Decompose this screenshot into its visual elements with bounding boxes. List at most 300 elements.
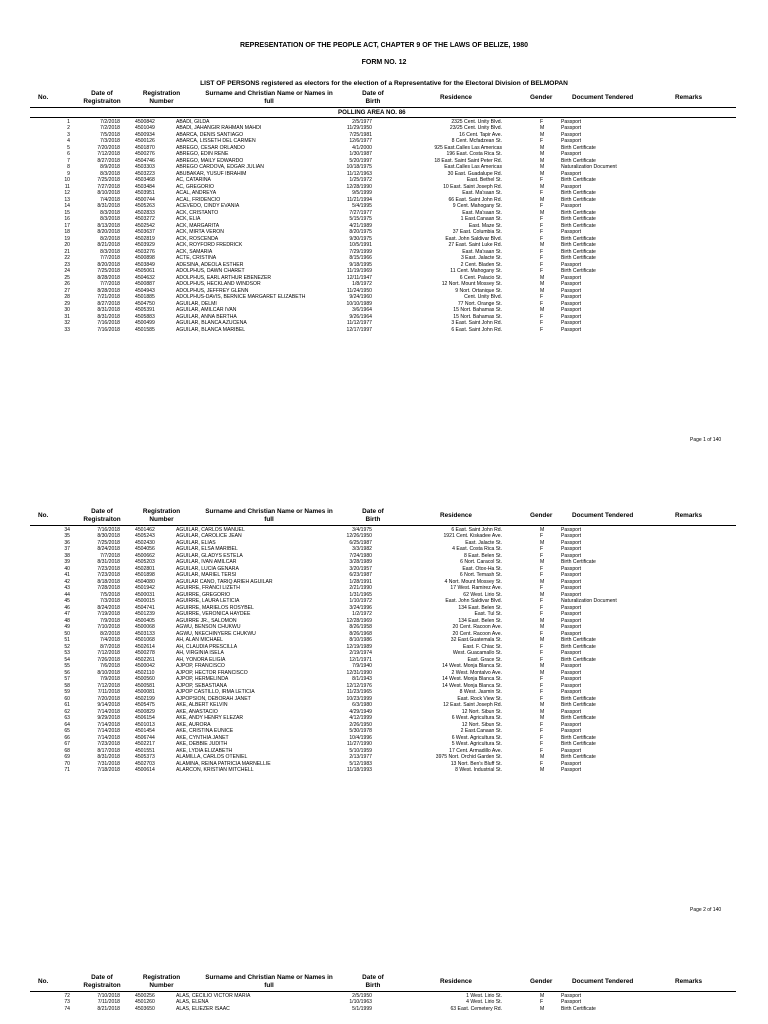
registration-number: 4502110: [135, 669, 155, 676]
residence: 23/25 Cent. Unity Blvd.: [449, 125, 502, 131]
row-number: 18: [64, 229, 70, 235]
registration-number: 4500031: [135, 591, 155, 598]
header-gender: Gender: [530, 978, 553, 985]
gender: M: [540, 274, 545, 281]
gender: F: [540, 760, 544, 767]
registration-number: 4504746: [135, 157, 155, 164]
document-tendered: Passport: [561, 326, 582, 333]
date-of-birth: 3/20/1957: [349, 565, 372, 572]
registration-number: 4500278: [135, 650, 155, 656]
registration-date: 8/31/2018: [97, 754, 120, 760]
registration-number: 4505263: [135, 203, 155, 209]
row-number: 3: [67, 131, 70, 138]
registration-date: 9/29/2018: [97, 715, 120, 721]
registration-date: 7/7/2018: [100, 281, 120, 287]
row-number: 54: [64, 656, 70, 663]
date-of-birth: 12/28/1969: [346, 617, 372, 624]
elector-name: ABADI, GILDA: [176, 118, 210, 125]
elector-name: AGUILAR, MARIEL TERSI: [176, 572, 237, 578]
date-of-birth: 11/29/1950: [346, 125, 372, 131]
row-number: 55: [64, 663, 70, 669]
row-number: 40: [64, 565, 70, 572]
date-of-birth: 11/19/1969: [346, 268, 372, 274]
document-tendered: Passport: [561, 552, 582, 559]
row-number: 24: [64, 268, 70, 274]
residence: East. Ma'saan St.: [462, 248, 502, 255]
residence: 2 Cent. Bladen St.: [460, 261, 502, 268]
registration-number: 4501885: [135, 294, 155, 300]
document-tendered: Passport: [561, 539, 582, 546]
gender: F: [540, 689, 544, 695]
header-document: Document Tendered: [572, 512, 634, 519]
document-tendered: Passport: [561, 578, 582, 585]
registration-number: 4504741: [135, 604, 155, 611]
header-date-line1: Date of: [91, 974, 113, 981]
date-of-birth: 9/26/1964: [349, 313, 372, 320]
residence: 30 East. Guadalupe Rd.: [447, 170, 502, 177]
residence: 8 West. Industrial St.: [455, 767, 502, 773]
residence: East. Jalacte St.: [465, 539, 502, 546]
elector-name: ADESINA, ADEOLA ESTHER: [176, 261, 244, 268]
gender: M: [540, 559, 545, 565]
page-number-1: Page 1 of 140: [690, 437, 722, 443]
elector-name: AH, VIRGINIA ISELA: [176, 650, 224, 656]
document-tendered: Birth Certificate: [561, 157, 596, 164]
registration-date: 7/9/2018: [100, 676, 120, 682]
registration-number: 4502542: [135, 222, 155, 229]
date-of-birth: 5/10/1959: [349, 747, 372, 754]
row-number: 56: [64, 669, 70, 676]
header-gender: Gender: [530, 512, 553, 519]
document-tendered: Birth Certificate: [561, 255, 596, 261]
residence: East. Bethel St.: [466, 177, 502, 183]
date-of-birth: 5/20/1997: [349, 157, 372, 164]
header-dob-line2: Birth: [365, 516, 381, 523]
residence: 4 Nort. Mount Mossey St.: [444, 578, 502, 585]
date-of-birth: 4/12/1999: [349, 715, 372, 721]
residence: 3 East. Saint John Rd.: [451, 320, 502, 326]
residence: 2 East.Canaan St.: [460, 728, 502, 734]
elector-name: AGUILAR, IVAN AMILCAR: [176, 559, 237, 565]
row-number: 63: [64, 715, 70, 721]
registration-number: 4503484: [135, 183, 155, 190]
registration-date: 8/3/2018: [100, 216, 120, 222]
registration-date: 7/14/2018: [97, 728, 120, 734]
row-number: 21: [64, 248, 70, 255]
elector-name: AGUILAR, CARLOS MANUEL: [176, 526, 245, 533]
residence: 4 East. Costa Rica St.: [452, 546, 502, 552]
document-tendered: Passport: [561, 591, 582, 598]
residence: 17 Cent. Armadillo Ave.: [449, 747, 502, 754]
elector-name: AGUILAR, BLANCA AZUCENA: [176, 320, 247, 326]
row-number: 2: [67, 125, 70, 131]
residence: 12 Nort. Sibun St.: [461, 721, 502, 728]
gender: F: [540, 222, 544, 229]
date-of-birth: 4/1/2000: [352, 144, 372, 151]
registration-date: 8/3/2018: [100, 248, 120, 255]
registration-number: 4504080: [135, 578, 155, 585]
date-of-birth: 9/18/1995: [349, 261, 372, 268]
registration-date: 8/3/2018: [100, 170, 120, 177]
elector-name: AGUILAR, CAROLICE JEAN: [176, 533, 242, 539]
row-number: 10: [64, 177, 70, 183]
residence: 11 Cent. Mahogany St.: [450, 268, 502, 274]
elector-name: ABREGO CARDOVA, EDGAR JULIAN: [176, 164, 264, 170]
registration-number: 4503951: [135, 190, 155, 196]
gender: M: [540, 624, 545, 630]
registration-date: 8/3/2018: [100, 209, 120, 216]
row-number: 37: [64, 546, 70, 552]
list-title: LIST OF PERSONS registered as electors for the election of a Representative for the Electoral Division of BELMOPAN: [200, 80, 568, 87]
date-of-birth: 9/24/1960: [349, 294, 372, 300]
document-tendered: Birth Certificate: [561, 702, 596, 708]
residence: 14 West. Monja Blanca St.: [442, 676, 502, 682]
gender: F: [540, 611, 544, 617]
header-reg-line1: Registration: [142, 508, 181, 515]
elector-name: AJPOP CASTILLO, IRMA LETICIA: [176, 689, 255, 695]
residence: 8 West. Jasmin St.: [459, 689, 502, 695]
elector-name: ABREGO, CESAR ORLANDO: [176, 144, 245, 151]
row-number: 32: [64, 320, 70, 326]
elector-name: AGWU, BENSON CHUKWU: [176, 624, 241, 630]
registration-date: 7/18/2018: [97, 767, 120, 773]
registration-number: 4500405: [135, 617, 155, 624]
document-tendered: Passport: [561, 533, 582, 539]
registration-number: 4500898: [135, 255, 155, 261]
registration-date: 7/16/2018: [97, 526, 120, 533]
header-document: Document Tendered: [572, 978, 634, 985]
elector-name: AGUILAR, ANNA BERTHA: [176, 313, 237, 320]
registration-number: 4504056: [135, 546, 155, 552]
registration-number: 4501049: [135, 125, 155, 131]
residence: 66 East. Saint John Rd.: [448, 196, 502, 203]
registration-number: 4505203: [135, 559, 155, 565]
elector-name: AJPOP, SEBASTIANA: [176, 682, 227, 689]
residence: 14 West. Monja Blanca St.: [442, 663, 502, 669]
gender: F: [540, 320, 544, 326]
registration-date: 7/26/2018: [97, 656, 120, 663]
date-of-birth: 11/12/1977: [346, 320, 372, 326]
row-number: 26: [64, 281, 70, 287]
document-tendered: Birth Certificate: [561, 715, 596, 721]
document-tendered: Passport: [561, 630, 582, 637]
table-body-page3: [0, 993, 768, 1013]
gender: M: [540, 196, 545, 203]
document-tendered: Passport: [561, 604, 582, 611]
registration-number: 4500560: [135, 676, 155, 682]
registration-date: 7/12/2018: [97, 682, 120, 689]
row-number: 4: [67, 138, 70, 144]
registration-number: 4502801: [135, 565, 155, 572]
document-tendered: Birth Certificate: [561, 144, 596, 151]
gender: F: [540, 216, 544, 222]
header-date: [72, 90, 132, 106]
date-of-birth: 1/25/1972: [349, 177, 372, 183]
gender: M: [540, 578, 545, 585]
row-number: 47: [64, 611, 70, 617]
registration-number: 4500662: [135, 552, 155, 559]
registration-date: 7/23/2018: [97, 741, 120, 747]
gender: M: [540, 539, 545, 546]
registration-date: 8/10/2018: [97, 190, 120, 196]
row-number: 71: [64, 767, 70, 773]
elector-name: AGUILAR, LUCIA GENARA: [176, 565, 239, 572]
document-tendered: Birth Certificate: [561, 216, 596, 222]
registration-number: 4500829: [135, 708, 155, 715]
row-number: 48: [64, 617, 70, 624]
residence: 27 East. Saint Luke Rd.: [448, 242, 502, 248]
elector-name: ALAMINA, REINA PATRICIA MARNELLIE: [176, 760, 271, 767]
row-number: 39: [64, 559, 70, 565]
document-tendered: Passport: [561, 125, 582, 131]
gender: M: [540, 125, 545, 131]
residence: 2 West. Montalvo Ave.: [451, 669, 502, 676]
elector-name: ACAL, FRIDENCIO: [176, 196, 221, 203]
document-tendered: Passport: [561, 565, 582, 572]
gender: M: [540, 307, 545, 313]
gender: F: [540, 552, 544, 559]
registration-date: 7/5/2018: [100, 591, 120, 598]
gender: M: [540, 287, 545, 294]
header-dob-line2: Birth: [365, 98, 381, 105]
elector-name: ABUBAKAR, YUSUF IBRAHIM: [176, 170, 247, 177]
document-tendered: Passport: [561, 170, 582, 177]
registration-number: 4502614: [135, 643, 155, 650]
row-number: 53: [64, 650, 70, 656]
gender: F: [540, 229, 544, 235]
date-of-birth: 1/2/1972: [352, 611, 372, 617]
registration-number: 4500015: [135, 598, 155, 604]
document-tendered: Birth Certificate: [561, 637, 596, 643]
date-of-birth: 5/1/1999: [352, 1005, 372, 1012]
elector-name: AH, ALAN MICHAEL: [176, 637, 223, 643]
header-gender: Gender: [530, 94, 553, 101]
residence: 6 East. Saint John Rd.: [451, 526, 502, 533]
header-no: No.: [38, 512, 49, 519]
date-of-birth: 5/30/1978: [349, 728, 372, 734]
elector-name: AJPOP, HECTOR FRANCISCO: [176, 669, 248, 676]
date-of-birth: 8/26/1958: [349, 624, 372, 630]
date-of-birth: 7/9/1940: [352, 663, 372, 669]
header-reg: [134, 974, 189, 990]
residence: East. Otox-Ha St.: [462, 565, 502, 572]
row-number: 33: [64, 326, 70, 333]
registration-date: 7/25/2018: [97, 177, 120, 183]
header-name-line1: Surname and Christian Name or Names in: [205, 508, 333, 515]
header-date-line1: Date of: [91, 90, 113, 97]
gender: F: [540, 268, 544, 274]
registration-date: 8/21/2018: [97, 242, 120, 248]
header-date-line1: Date of: [91, 508, 113, 515]
date-of-birth: 10/5/1991: [349, 242, 372, 248]
document-tendered: Passport: [561, 281, 582, 287]
date-of-birth: 2/21/1990: [349, 585, 372, 591]
gender: F: [540, 138, 544, 144]
document-tendered: Passport: [561, 669, 582, 676]
header-reg: [134, 90, 189, 106]
registration-number: 4502199: [135, 695, 155, 702]
gender: F: [540, 734, 544, 741]
residence: 17 West. Ramirez Ave.: [450, 585, 502, 591]
registration-date: 7/7/2018: [100, 255, 120, 261]
elector-name: AGUILAR, ELIAS: [176, 539, 216, 546]
date-of-birth: 1/10/1972: [349, 598, 372, 604]
residence: 196 East. Costa Rica St.: [446, 151, 502, 157]
registration-number: 4500744: [135, 196, 155, 203]
residence: Cent. Unity Blvd.: [464, 294, 502, 300]
date-of-birth: 12/31/1990: [346, 669, 372, 676]
elector-name: ACK, ROSCENDA: [176, 235, 219, 242]
registration-date: 7/19/2018: [97, 611, 120, 617]
date-of-birth: 8/20/1975: [349, 229, 372, 235]
date-of-birth: 7/24/1980: [349, 552, 372, 559]
row-number: 46: [64, 604, 70, 611]
document-tendered: Passport: [561, 617, 582, 624]
header-residence: Residence: [440, 978, 472, 985]
elector-name: AKE, ANDY HENRY ELEZAR: [176, 715, 244, 721]
registration-date: 8/31/2018: [97, 559, 120, 565]
header-name-line1: Surname and Christian Name or Names in: [205, 974, 333, 981]
header-remarks: Remarks: [675, 512, 703, 519]
elector-name: AJPOPSION, DEBORAH JANET: [176, 695, 251, 702]
registration-date: 8/27/2018: [97, 157, 120, 164]
registration-number: 4503637: [135, 229, 155, 235]
row-number: 61: [64, 702, 70, 708]
registration-number: 4501551: [135, 747, 155, 754]
elector-name: ALAS, CECILIO VICTOR MARIA: [176, 992, 251, 999]
residence: 12 Nort. Sibun St.: [461, 708, 502, 715]
registration-number: 4501870: [135, 144, 155, 151]
gender: M: [540, 242, 545, 248]
registration-number: 4500499: [135, 320, 155, 326]
elector-name: ACK, ELIA: [176, 216, 201, 222]
elector-name: AGUILAR, BLANCA MARIBEL: [176, 326, 246, 333]
date-of-birth: 12/1/1971: [349, 656, 372, 663]
registration-date: 7/5/2018: [100, 131, 120, 138]
registration-date: 8/20/2018: [97, 261, 120, 268]
header-remarks: Remarks: [675, 94, 703, 101]
registration-date: 7/9/2018: [100, 617, 120, 624]
gender: M: [540, 708, 545, 715]
gender: M: [540, 144, 545, 151]
registration-number: 4505373: [135, 754, 155, 760]
header-no: No.: [38, 978, 49, 985]
residence: 13 Nort. Ben's Bluff St.: [450, 760, 502, 767]
row-number: 70: [64, 760, 70, 767]
registration-date: 8/31/2018: [97, 307, 120, 313]
document-tendered: Passport: [561, 229, 582, 235]
registration-number: 4501239: [135, 611, 155, 617]
date-of-birth: 7/27/1977: [349, 209, 372, 216]
residence: 9 Cent. Mahogany St.: [452, 203, 502, 209]
date-of-birth: 3/3/1982: [352, 546, 372, 552]
gender: F: [540, 585, 544, 591]
elector-name: ADOLPHUS, DAWN CHARET: [176, 268, 245, 274]
date-of-birth: 6/25/1987: [349, 539, 372, 546]
registration-date: 7/10/2018: [97, 992, 120, 999]
row-number: 50: [64, 630, 70, 637]
header-dob: [348, 508, 398, 524]
residence: 134 East. Belen St.: [458, 604, 502, 611]
document-tendered: Passport: [561, 294, 582, 300]
gender: M: [540, 754, 545, 760]
elector-name: ADOLPHUS, EARL ARTHUR EBENEZER: [176, 274, 272, 281]
date-of-birth: 7/29/1999: [349, 248, 372, 255]
date-of-birth: 12/28/1990: [346, 183, 372, 190]
row-number: 69: [64, 754, 70, 760]
residence: 1 East.Canaan St.: [460, 216, 502, 222]
registration-number: 4505061: [135, 268, 155, 274]
residence: 4 West. Lirio St.: [466, 999, 502, 1005]
row-number: 30: [64, 307, 70, 313]
date-of-birth: 8/10/1986: [349, 637, 372, 643]
date-of-birth: 6/23/1987: [349, 572, 372, 578]
document-tendered: Passport: [561, 118, 582, 125]
registration-date: 7/20/2018: [97, 144, 120, 151]
residence: 12 Nort. Mount Mossey St.: [441, 281, 502, 287]
header-residence: Residence: [440, 94, 472, 101]
gender: F: [540, 546, 544, 552]
document-tendered: Birth Certificate: [561, 196, 596, 203]
registration-date: 7/23/2018: [97, 572, 120, 578]
residence: 37 East. Columbia St.: [452, 229, 502, 235]
registration-number: 4506154: [135, 715, 155, 721]
header-dob-line2: Birth: [365, 982, 381, 989]
elector-name: ACK, ROYFORD FREDRICK: [176, 242, 243, 248]
date-of-birth: 8/26/1968: [349, 630, 372, 637]
registration-date: 7/14/2018: [97, 708, 120, 715]
date-of-birth: 12/11/1947: [346, 274, 372, 281]
registration-number: 4501898: [135, 572, 155, 578]
document-tendered: Passport: [561, 728, 582, 734]
registration-number: 4504632: [135, 274, 155, 281]
header-date-line2: Registraiton: [83, 98, 121, 105]
registration-number: 4500068: [135, 624, 155, 630]
table-row: [0, 767, 768, 774]
registration-date: 7/20/2018: [97, 695, 120, 702]
residence: 62 West. Lirio St.: [463, 591, 502, 598]
registration-number: 4502703: [135, 760, 155, 767]
date-of-birth: 11/27/1990: [346, 741, 372, 747]
gender: F: [540, 728, 544, 734]
gender: M: [540, 209, 545, 216]
date-of-birth: 4/29/1949: [349, 708, 372, 715]
row-number: 31: [64, 313, 70, 320]
document-tendered: Passport: [561, 274, 582, 281]
residence: 20 Cent. Racoon Ave.: [452, 624, 502, 630]
header-rule: [30, 107, 736, 108]
residence: 3975 Nort. Orchid Garden St.: [435, 754, 502, 760]
row-number: 45: [64, 598, 70, 604]
date-of-birth: 10/18/1975: [346, 164, 372, 170]
elector-name: ACK, MIRTA VERON: [176, 229, 224, 235]
residence: 5 West. Agricultura St.: [451, 741, 502, 747]
residence: 18 East. Saint Saint Peter Rd.: [434, 157, 502, 164]
elector-name: AKE, DEBBIE JUDITH: [176, 741, 228, 747]
residence: 134 East. Belen St.: [458, 617, 502, 624]
registration-date: 7/25/2018: [97, 268, 120, 274]
gender: M: [540, 637, 545, 643]
row-number: 43: [64, 585, 70, 591]
document-tendered: Passport: [561, 138, 582, 144]
registration-date: 7/27/2018: [97, 183, 120, 190]
gender: F: [540, 190, 544, 196]
table-row: [0, 327, 768, 334]
elector-name: AH, YONORA ELIGIA: [176, 656, 226, 663]
elector-name: AKE, CYNTHIA JANET: [176, 734, 229, 741]
elector-name: ALARCON, KRISTIAN MITCHELL: [176, 767, 254, 773]
gender: M: [540, 170, 545, 177]
